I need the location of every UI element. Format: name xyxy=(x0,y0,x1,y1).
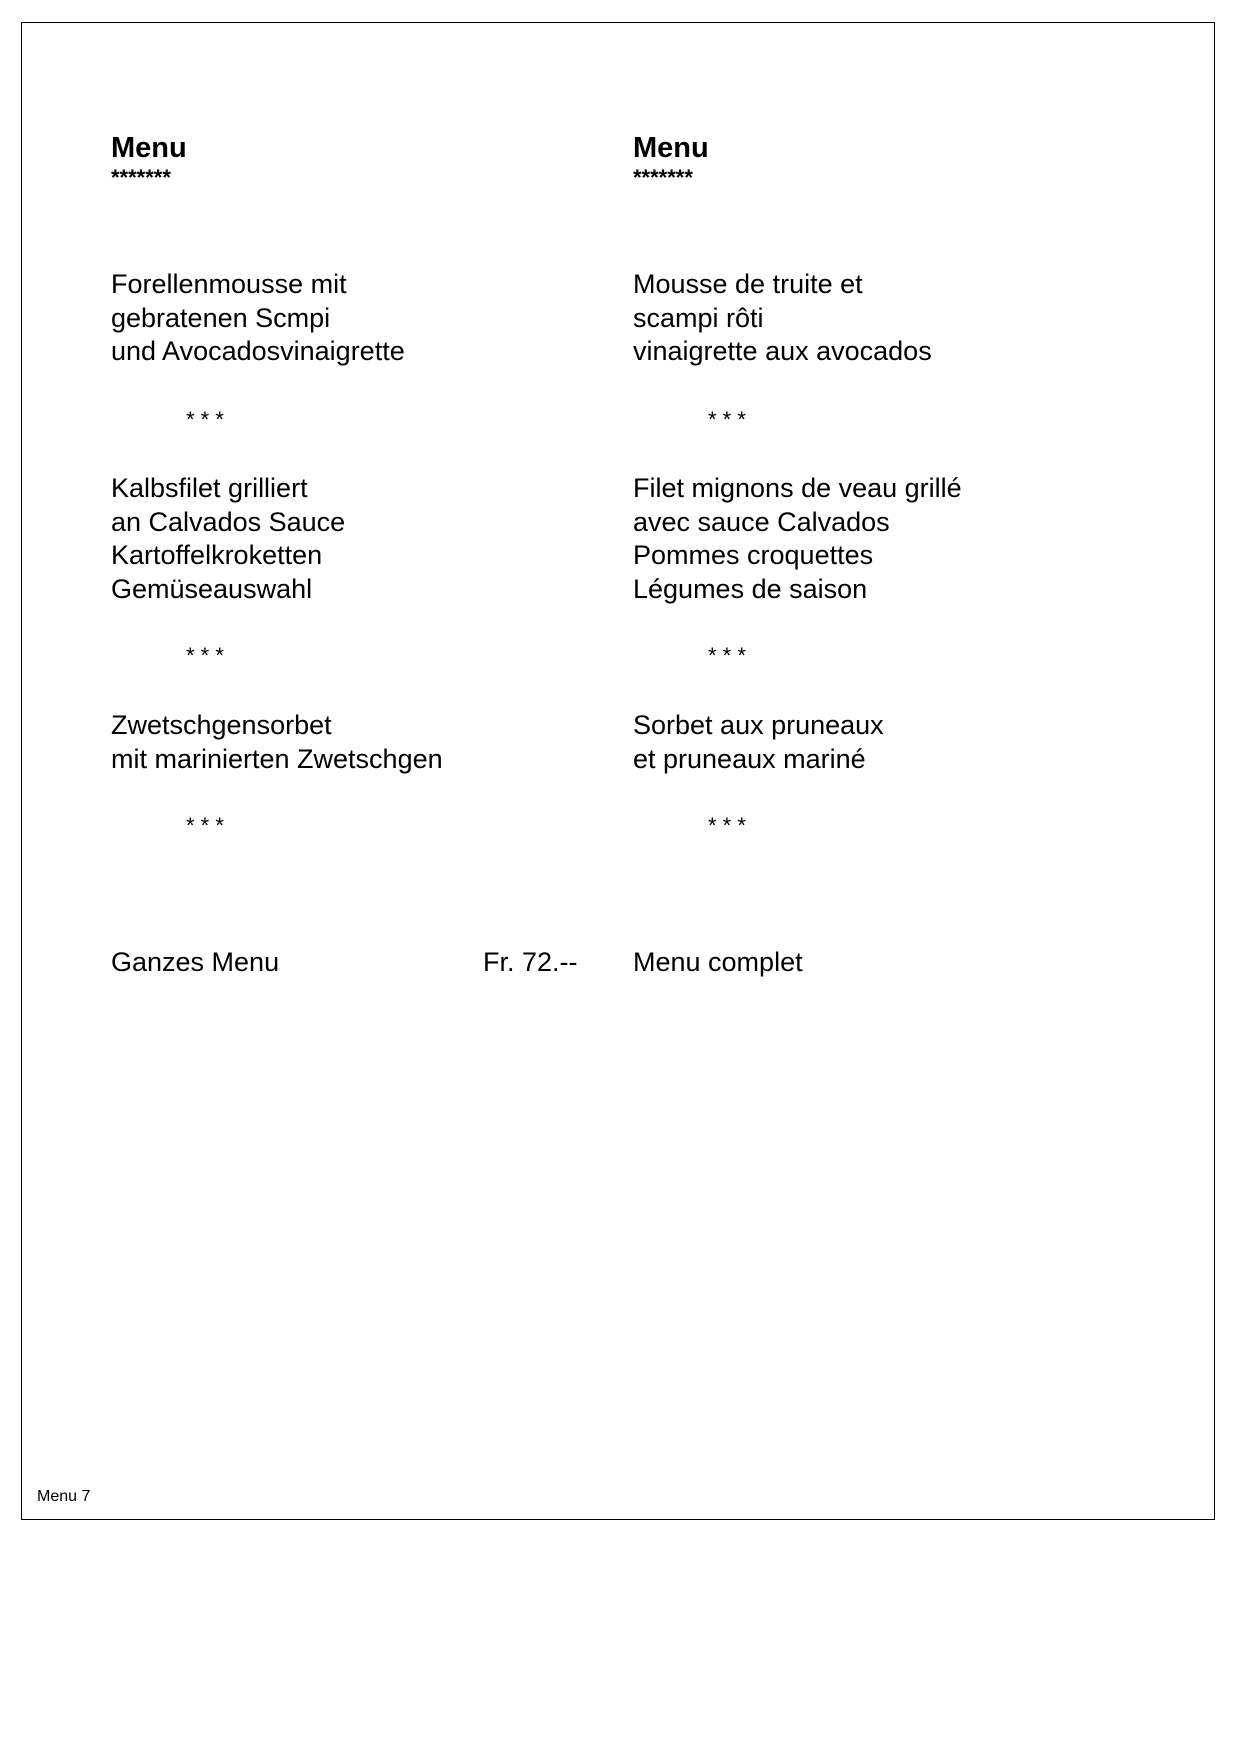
course-line: Kalbsfilet grilliert xyxy=(111,473,308,503)
french-heading: Menu xyxy=(633,132,709,164)
course-separator: * * * xyxy=(708,813,746,838)
course-line: et pruneaux mariné xyxy=(633,743,866,774)
course-separator: * * * xyxy=(186,813,224,838)
french-dessert xyxy=(633,709,884,776)
course-line: mit marinierten Zwetschgen xyxy=(111,743,443,774)
course-line: und Avocadosvinaigrette xyxy=(111,336,405,366)
german-total-label: Ganzes Menu xyxy=(111,947,280,977)
course-line: Zwetschgensorbet xyxy=(111,710,332,740)
course-line: Mousse de truite et xyxy=(633,269,863,299)
course-line: Kartoffelkroketten xyxy=(111,540,323,570)
german-dessert xyxy=(111,709,443,776)
course-line: Gemüseauswahl xyxy=(111,573,313,604)
course-line: an Calvados Sauce xyxy=(111,506,346,537)
course-separator: * * * xyxy=(708,643,746,668)
course-line: Légumes de saison xyxy=(633,573,868,604)
german-heading: Menu xyxy=(111,132,187,164)
german-main-course xyxy=(111,472,345,606)
course-line: scampi rôti xyxy=(633,302,764,333)
french-heading-stars: ******* xyxy=(633,165,693,190)
french-starter xyxy=(633,268,932,369)
course-line: gebratenen Scmpi xyxy=(111,302,331,333)
french-total-label: Menu complet xyxy=(633,947,803,977)
course-separator: * * * xyxy=(708,407,746,432)
course-line: Forellenmousse mit xyxy=(111,269,347,299)
course-line: Filet mignons de veau grillé xyxy=(633,473,962,503)
course-separator: * * * xyxy=(186,407,224,432)
course-line: Pommes croquettes xyxy=(633,540,874,570)
german-heading-stars: ******* xyxy=(111,165,171,190)
course-line: vinaigrette aux avocados xyxy=(633,336,932,366)
menu-price: Fr. 72.-- xyxy=(483,947,578,977)
course-line: avec sauce Calvados xyxy=(633,506,890,537)
course-separator: * * * xyxy=(186,643,224,668)
footer-menu-number: Menu 7 xyxy=(37,1488,91,1505)
german-starter xyxy=(111,268,405,369)
course-line: Sorbet aux pruneaux xyxy=(633,710,884,740)
french-main-course xyxy=(633,472,962,606)
